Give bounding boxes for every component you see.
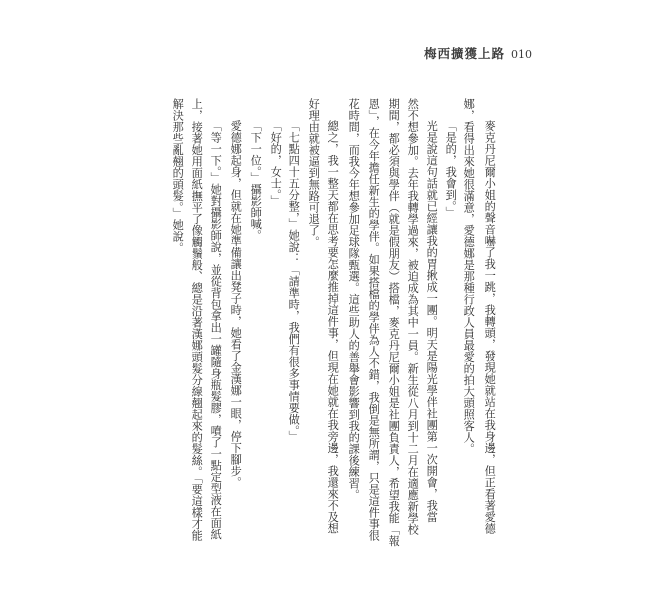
text-column: 期間，都必須與學伴（就是假朋友）搭檔，麥克丹尼爾小姐是社團負責人，希望我能「報	[387, 98, 401, 547]
text-column: 好理由就被逼到無路可退了。	[307, 98, 321, 248]
book-title: 梅西擴獲上路	[424, 46, 506, 61]
text-column: 「等一下。」她對攝影師說，並從背包拿出一罐隨身瓶髮膠，噴了一點定型液在面紙	[209, 120, 223, 540]
text-column: 總之，我一整天都在思考要怎麼推掉這件事，但現在她就在我旁邊，我還來不及想	[326, 120, 340, 534]
text-column: 娜，看得出來她很滿意，愛德娜是那種行政人員最愛的拍大頭照客人。	[462, 98, 476, 455]
running-header	[424, 44, 532, 62]
text-column: 「好的，女士。」	[269, 120, 283, 207]
text-column: 上，接著她用面紙撫平了像觸鬚般、總是沿著漢娜頭髮分線翹起來的髮絲。「要這樣才能	[190, 98, 204, 541]
text-column: 光是說這句話就已經讓我的胃揪成一團。明天是陽光學伴社團第一次開會，我當	[425, 120, 439, 523]
text-column: 「七點四十五分整，」她說：「請準時，我們有很多事情要做。」	[287, 120, 301, 443]
text-column: 「是的，我會到。」	[444, 120, 458, 218]
text-column: 「下一位。」攝影師喊。	[249, 120, 263, 241]
text-column: 恩」，在今年擔任新生的學伴。如果搭檔的學伴為人不錯，我倒是無所謂，只是這件事很	[367, 98, 381, 541]
text-column: 然不想參加。去年我轉學過來，被迫成為其中一員。新生從八月到十二月在適應新學校	[406, 98, 420, 535]
text-column: 愛德娜起身，但就在她準備讓出凳子時，她看了金漢娜一眼，停下腳步。	[229, 120, 243, 488]
text-column: 解決那些亂翹的頭髮。」她說。	[171, 98, 185, 254]
page-number: 010	[511, 48, 533, 61]
text-column: 花時間，而我今年想參加足球隊甄選。這些助人的善舉會影響到我的課後練習。	[347, 98, 361, 501]
text-column: 麥克丹尼爾小姐的聲音嚇了我一跳，我轉頭，發現她就站在我身邊，但正看著愛德	[483, 120, 497, 534]
